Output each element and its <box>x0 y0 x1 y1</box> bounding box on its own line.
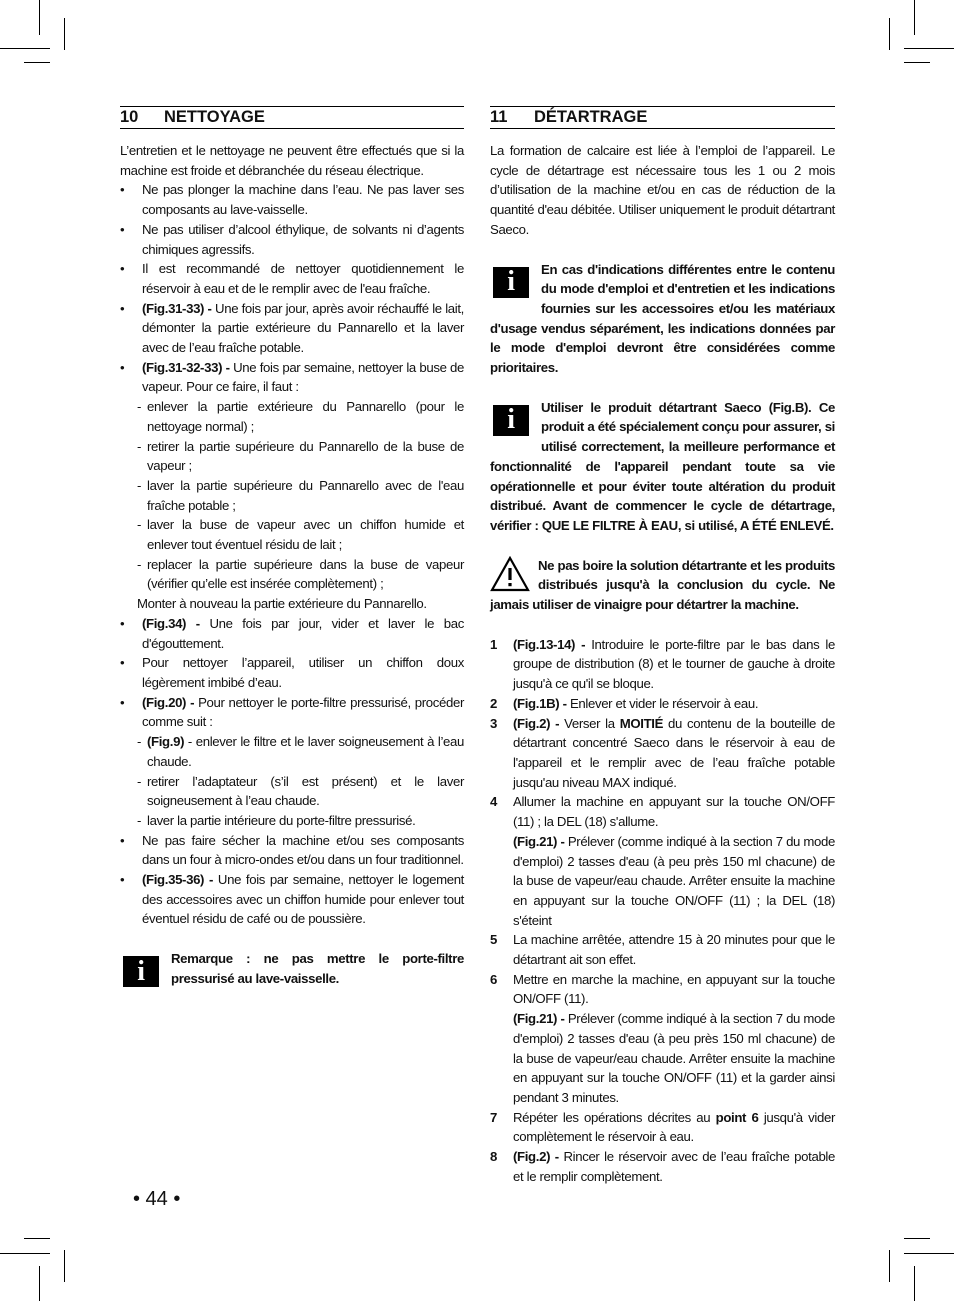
sub-steps-list <box>120 397 464 594</box>
sub-item: - enlever la partie extérieure du Pannarello (pour le nettoyage normal) ; <box>120 397 464 436</box>
sub-item: - (Fig.9) - enlever le filtre et le laver soigneusement à l’eau chaude. <box>120 732 464 771</box>
list-item: • Il est recommandé de nettoyer quotidiennement le réservoir à eau et de le remplir avec de l'eau fraîche. <box>120 259 464 298</box>
section-title: DÉTARTRAGE <box>534 107 648 126</box>
sub-item: - replacer la partie supérieure dans la buse de vapeur (vérifier qu’elle est insérée complètement) ; <box>120 555 464 594</box>
list-item: • (Fig.20) - Pour nettoyer le porte-filtre pressurisé, procéder comme suit : <box>120 693 464 732</box>
section-title: NETTOYAGE <box>164 107 265 126</box>
section-heading <box>120 106 464 129</box>
sub-item: - retirer l’adaptateur (s’il est présent) et le laver soigneusement à l’eau chaude. <box>120 772 464 811</box>
step-item: 4 Allumer la machine en appuyant sur la touche ON/OFF (11) ; la DEL (18) s'allume. (Fig.21) - Prélever (comme indiqué à la section 7 du mode d'emploi) 2 tasses d'eau (à peu près 150 ml chacune) de la buse de vapeur/eau chaude. Arrêter ensuite la machine en appuyant sur la touche ON/OFF (11) ; la DEL (18) s'éteint <box>490 794 835 928</box>
list-item: • Ne pas faire sécher la machine et/ou ses composants dans un four à micro-ondes et/ou dans un four traditionnel. <box>120 831 464 870</box>
step-item: 6 Mettre en marche la machine, en appuyant sur la touche ON/OFF (11). (Fig.21) - Prélever (comme indiqué à la section 7 du mode d'emploi) 2 tasses d'eau (à peu près 150 ml chacune) de la buse de vapeur/eau chaude. Arrêter ensuite la machine en appuyant sur la touche ON/OFF (11) et la garder ainsi pendant 3 minutes. <box>490 971 835 1105</box>
list-item: • (Fig.31-33) - Une fois par jour, après avoir réchauffé le lait, démonter la partie extérieure du Pannarello et la laver avec de l’eau fraîche potable. <box>120 299 464 358</box>
page-number: • 44 • <box>133 1188 181 1210</box>
sub-conclusion: Monter à nouveau la partie extérieure du Pannarello. <box>137 596 427 612</box>
list-item: • Pour nettoyer l’appareil, utiliser un chiffon doux légèrement imbibé d’eau. <box>120 653 464 692</box>
warning-note: Ne pas boire la solution détartrante et les produits distribués jusqu'à la conclusion du cycle. Ne jamais utiliser de vinaigre pour détartrer la machine. <box>490 557 835 613</box>
list-item: • (Fig.35-36) - Une fois par semaine, nettoyer le logement des accessoires avec un chiffon humide pour enlever tout éventuel résidu de café ou de poussière. <box>120 870 464 929</box>
crop-mark <box>24 1238 50 1239</box>
section-number: 11 <box>490 107 508 126</box>
list-item: • Ne pas plonger la machine dans l’eau. Ne pas laver ses composants au lave-vaisselle. <box>120 180 464 219</box>
crop-mark <box>889 1250 890 1282</box>
crop-mark <box>39 0 40 35</box>
figure-ref: (Fig.13-14) - <box>513 636 586 652</box>
figure-ref: (Fig.9) <box>147 734 185 750</box>
crop-mark <box>24 62 50 63</box>
crop-mark <box>0 1253 50 1254</box>
crop-mark <box>64 1250 65 1282</box>
list-item: • (Fig.31-32-33) - Une fois par semaine, nettoyer la buse de vapeur. Pour ce faire, il faut : <box>120 358 464 397</box>
figure-ref: (Fig.31-32-33) - <box>142 359 230 375</box>
sub-item: - laver la partie intérieure du porte-filtre pressurisé. <box>120 811 464 831</box>
crop-mark <box>914 0 915 35</box>
cleaning-list <box>120 180 464 397</box>
descaling-steps <box>490 635 835 1187</box>
figure-ref: (Fig.34) - <box>142 615 200 631</box>
crop-mark <box>914 1266 915 1301</box>
cleaning-list-end <box>120 831 464 930</box>
info-note: i Utiliser le produit détartrant Saeco (Fig.B). Ce produit a été spécialement conçu pour assurer, si utilisé correctement, la meilleure performance et fonctionnalité de l'appareil pendant toute sa vie opérationnelle et pour éviter toute altération du produit distribué. Avant de commencer le cycle de détartrage, vérifier : QUE LE FILTRE À EAU, si utilisé, A ÉTÉ ENLEVÉ. <box>490 399 835 533</box>
crop-mark <box>904 62 930 63</box>
step-item: 1 (Fig.13-14) - Introduire le porte-filtre par le bas dans le groupe de distribution (8) et le tourner de gauche à droite jusqu'à ce qu'il se bloque. <box>490 636 835 692</box>
section-nettoyage <box>120 106 464 991</box>
info-icon: i <box>493 267 529 298</box>
crop-mark <box>889 18 890 50</box>
cleaning-list-cont <box>120 614 464 732</box>
figure-ref: (Fig.35-36) - <box>142 872 214 888</box>
info-icon: i <box>493 405 529 436</box>
crop-mark <box>39 1266 40 1301</box>
crop-mark <box>0 48 50 49</box>
remark-note: i Remarque : ne pas mettre le porte-filtre pressurisé au lave-vaisselle. <box>120 949 464 988</box>
step-item: 3 (Fig.2) - Verser la MOITIÉ du contenu de la bouteille de détartrant concentré Saeco dans le réservoir à eau de l'appareil et le remplir avec de l’eau fraîche potable jusqu'au niveau MAX indiqué. <box>490 715 835 790</box>
sub-item: - laver la partie supérieure du Pannarello avec de l'eau fraîche potable ; <box>120 476 464 515</box>
sub-steps-list <box>120 732 464 831</box>
info-icon: i <box>123 956 159 987</box>
info-note: i En cas d'indications différentes entre le contenu du mode d'emploi et d'entretien et les indications fournies sur les accessoires et/ou les matériaux d'usage vendus séparément, les indications données par le mode d'emploi devront être considérées comme prioritaires. <box>490 261 835 376</box>
section-heading <box>490 106 835 129</box>
crop-mark <box>904 1238 930 1239</box>
step-item: 2 (Fig.1B) - Enlever et vider le réservoir à eau. <box>490 695 759 711</box>
step-item: 7 Répéter les opérations décrites au point 6 jusqu'à vider complètement le réservoir à eau. <box>490 1109 835 1145</box>
list-item: • (Fig.34) - Une fois par jour, vider et laver le bac d'égouttement. <box>120 614 464 653</box>
section-number: 10 <box>120 107 139 126</box>
figure-ref: (Fig.1B) - <box>513 695 567 711</box>
crop-mark <box>64 18 65 50</box>
intro-paragraph: La formation de calcaire est liée à l’emploi de l’appareil. Le cycle de détartrage est nécessaire tous les 1 ou 2 mois d’utilisation de la machine et/ou en cas de réduction de la quantité d'eau débitée. Utiliser uniquement le produit détartrant Saeco. <box>490 143 835 237</box>
figure-ref: (Fig.2) - <box>513 715 560 731</box>
warning-icon <box>490 556 530 592</box>
figure-ref: (Fig.21) - <box>513 833 565 849</box>
sub-item: - laver la buse de vapeur avec un chiffon humide et enlever tout éventuel résidu de lait ; <box>120 515 464 554</box>
crop-mark <box>904 48 954 49</box>
section-detartrage <box>490 106 835 1186</box>
step-item: 5 La machine arrêtée, attendre 15 à 20 minutes pour que le détartrant ait son effet. <box>490 932 835 968</box>
figure-ref: (Fig.2) - <box>513 1149 559 1165</box>
figure-ref: (Fig.20) - <box>142 694 195 710</box>
sub-item: - retirer la partie supérieure du Pannarello de la buse de vapeur ; <box>120 437 464 476</box>
figure-ref: (Fig.21) - <box>513 1011 565 1027</box>
intro-paragraph: L’entretien et le nettoyage ne peuvent être effectués que si la machine est froide et débranchée du réseau électrique. <box>120 143 464 178</box>
list-item: • Ne pas utiliser d’alcool éthylique, de solvants ni d’agents chimiques agressifs. <box>120 220 464 259</box>
figure-ref: (Fig.31-33) - <box>142 300 212 316</box>
step-item: 8 (Fig.2) - Rincer le réservoir avec de l’eau fraîche potable et le remplir complètement. <box>490 1149 835 1184</box>
crop-mark <box>904 1253 954 1254</box>
